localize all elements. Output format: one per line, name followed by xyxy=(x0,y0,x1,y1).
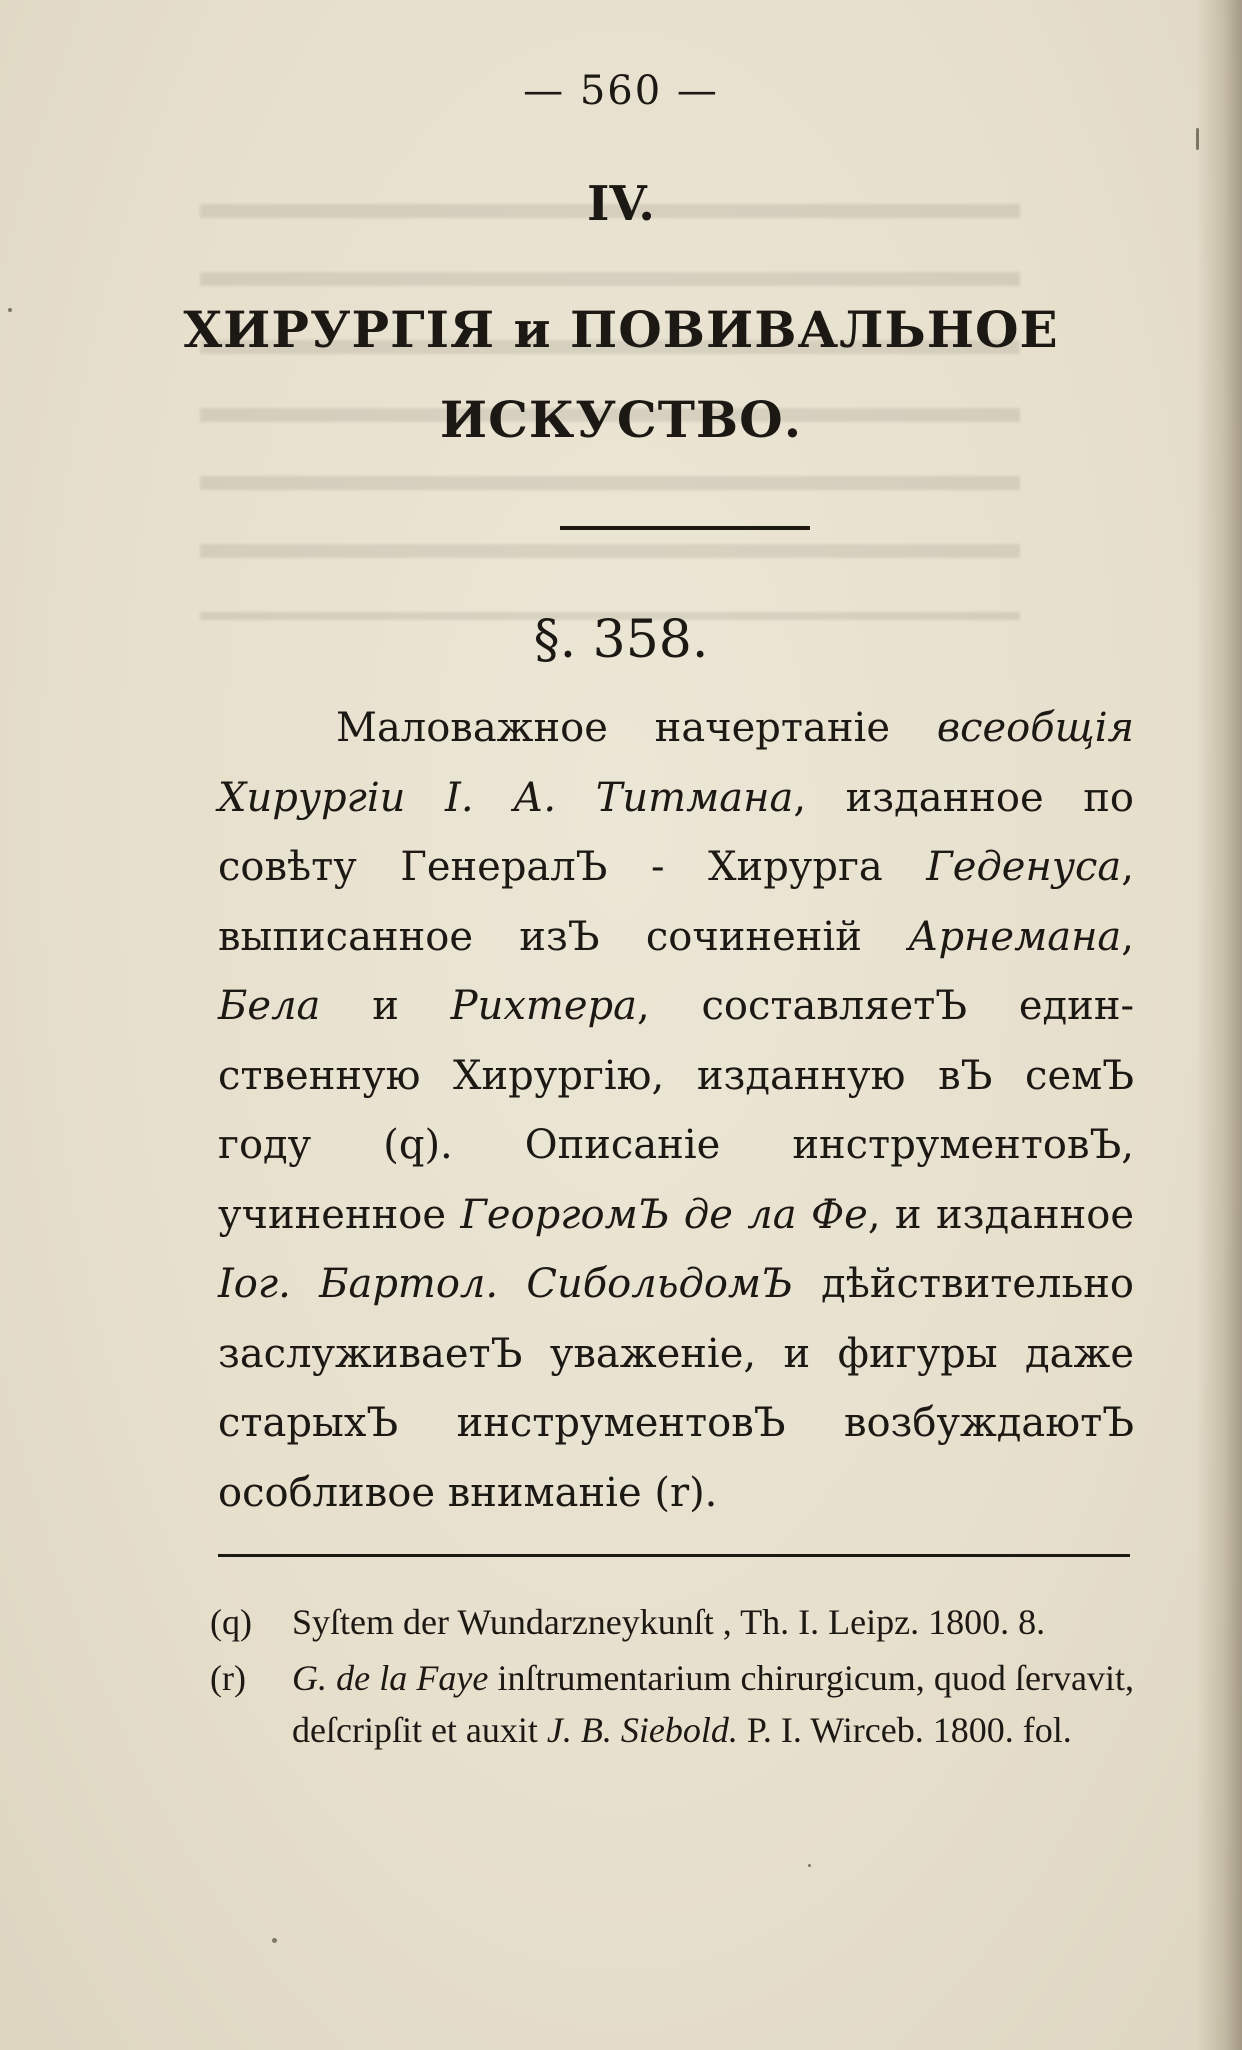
body-text-run: , выписанное изЪ сочиненій xyxy=(218,844,1134,960)
body-paragraph xyxy=(218,694,1134,1528)
page-number-header: — 560 — xyxy=(523,68,719,114)
paper-speck xyxy=(808,1864,811,1867)
footnote-divider-rule xyxy=(218,1554,1130,1557)
body-italic-run: Арнемана xyxy=(908,913,1122,960)
footnotes xyxy=(210,1596,1134,1760)
title-divider-rule xyxy=(560,526,810,530)
footnote-marker: (r) xyxy=(210,1658,246,1698)
footnote-q xyxy=(210,1596,1134,1648)
body-text-run: , xyxy=(1121,913,1134,960)
body-italic-run: Геденуса xyxy=(926,844,1122,890)
body-text-run: Маловажное начертаніе xyxy=(336,705,937,751)
footnote-text: Syſtem der Wundarzneykunſt , Th. I. Leipz. 1800. 8. xyxy=(292,1602,1046,1642)
body-italic-run: ГеоргомЪ де ла Фе xyxy=(460,1191,868,1238)
body-italic-run: всеобщія Хирургіи І. А. Титмана xyxy=(218,705,1134,821)
body-text-run: , и изданное xyxy=(867,1191,1134,1238)
paragraph-number: §. 358. xyxy=(533,610,709,670)
footnote-text: inſtrumentarium chirurgicum, quod ſervavit, deſcripſit et auxit xyxy=(292,1658,1134,1750)
body-italic-run: Бела xyxy=(218,983,321,1029)
paper-speck xyxy=(272,1938,277,1943)
paper-speck xyxy=(8,308,12,312)
footnote-text-tail: P. I. Wirceb. 1800. fol. xyxy=(737,1710,1072,1750)
chapter-title-line-2: ИСКУСТВО. xyxy=(439,390,803,449)
section-number: IV. xyxy=(586,176,655,232)
body-text-run: и xyxy=(320,983,451,1029)
chapter-title-line-1: ХИРУРГІЯ и ПОВИВАЛЬНОЕ xyxy=(183,300,1059,359)
footnote-r xyxy=(210,1652,1134,1756)
footnote-italic-author: G. de la Faye xyxy=(292,1658,489,1698)
paper-mark xyxy=(1196,128,1199,150)
body-italic-run: Рихтера xyxy=(450,983,637,1029)
body-text-run: , составляетЪ единственную Хирургію, изданную вЪ семЪ году (q). Описаніе инструментовЪ, учиненное xyxy=(218,983,1135,1238)
body-text-run: дѣйствительно заслуживаетЪ уваженіе, и фигуры даже старыхЪ инструментовЪ возбуждаютЪ особливое вниманіе (r). xyxy=(218,1261,1134,1516)
body-text-run: , изданное по совѣту ГенералЪ - Хирурга xyxy=(218,774,1134,890)
footnote-italic-editor: J. B. Siebold. xyxy=(546,1710,738,1750)
body-italic-run: Іог. Бартол. СибольдомЪ xyxy=(218,1261,793,1307)
footnote-marker: (q) xyxy=(210,1602,252,1642)
